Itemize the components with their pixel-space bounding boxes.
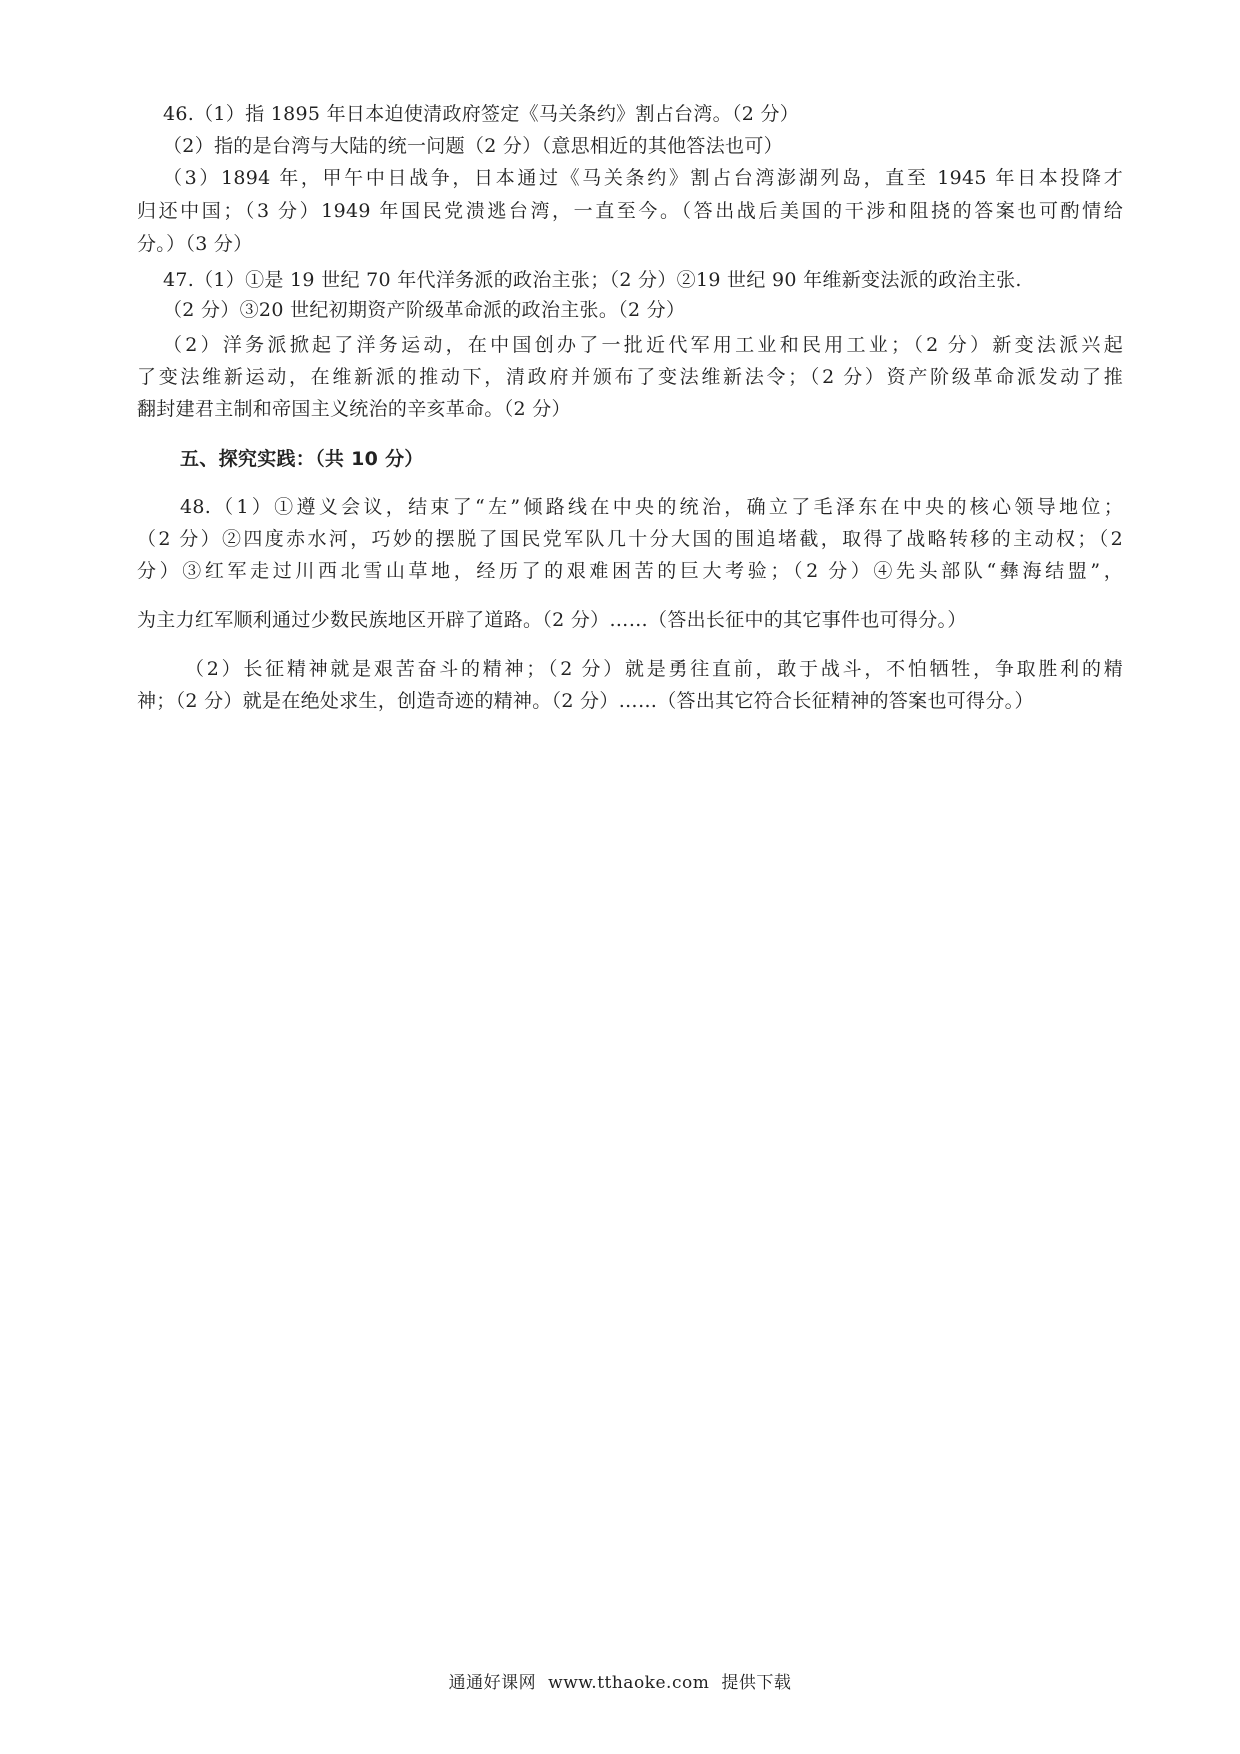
q47-line-5: 翻封建君主制和帝国主义统治的辛亥革命。（2 分） [137,398,571,420]
q48-line-1: 48.（1）①遵义会议，结束了“左”倾路线在中央的统治，确立了毛泽东在中央的核心领导地位； [180,496,1123,518]
q48-line-6: 神；（2 分）就是在绝处求生，创造奇迹的精神。（2 分）……（答出其它符合长征精神的答案也可得分。） [137,690,1034,712]
q48-line-4-note: （答出长征中的其它事件也可得分。） [648,609,967,631]
footer-suffix: 提供下载 [721,1673,792,1693]
footer-site-name: 通通好课网 [448,1673,537,1693]
q48-line-3: 分）③红军走过川西北雪山草地，经历了的艰难困苦的巨大考验；（2 分）④先头部队“彝海结盟”， [137,560,1123,582]
footer-url[interactable]: www.tthaoke.com [548,1673,710,1693]
q46-line-3: （3）1894 年，甲午中日战争，日本通过《马关条约》割占台湾澎湖列岛，直至 1945 年日本投降才 [163,167,1123,189]
q47-line-3: （2）洋务派掀起了洋务运动，在中国创办了一批近代军用工业和民用工业；（2 分）新变法派兴起 [163,334,1123,356]
q48-line-5: （2）长征精神就是艰苦奋斗的精神；（2 分）就是勇往直前，敢于战斗，不怕牺牲，争取胜利的精 [185,658,1123,680]
q47-line-1: 47.（1）①是 19 世纪 70 年代洋务派的政治主张；（2 分）②19 世纪 90 年维新变法派的政治主张. [163,269,1022,291]
q48-line-4-main: 为主力红军顺利通过少数民族地区开辟了道路。（2 分）…… [137,609,649,631]
q48-line-4 [137,607,967,633]
section-heading: 五、探究实践：（共 10 分） [180,448,424,470]
q46-line-4: 归还中国；（3 分）1949 年国民党溃逃台湾，一直至今。（答出战后美国的干涉和阻挠的答案也可酌情给 [137,200,1123,222]
page-footer [0,1672,1240,1694]
q47-line-4: 了变法维新运动，在维新派的推动下，清政府并颁布了变法维新法令；（2 分）资产阶级革命派发动了推 [137,366,1123,388]
q46-line-2: （2）指的是台湾与大陆的统一问题（2 分）（意思相近的其他答法也可） [163,135,783,157]
q47-line-2: （2 分）③20 世纪初期资产阶级革命派的政治主张。（2 分） [163,299,686,321]
q46-line-5: 分。）（3 分） [137,233,253,255]
q46-line-1: 46.（1）指 1895 年日本迫使清政府签定《马关条约》割占台湾。（2 分） [163,103,800,125]
q48-line-2: （2 分）②四度赤水河，巧妙的摆脱了国民党军队几十分大国的围追堵截，取得了战略转移的主动权；（2 [137,528,1123,550]
